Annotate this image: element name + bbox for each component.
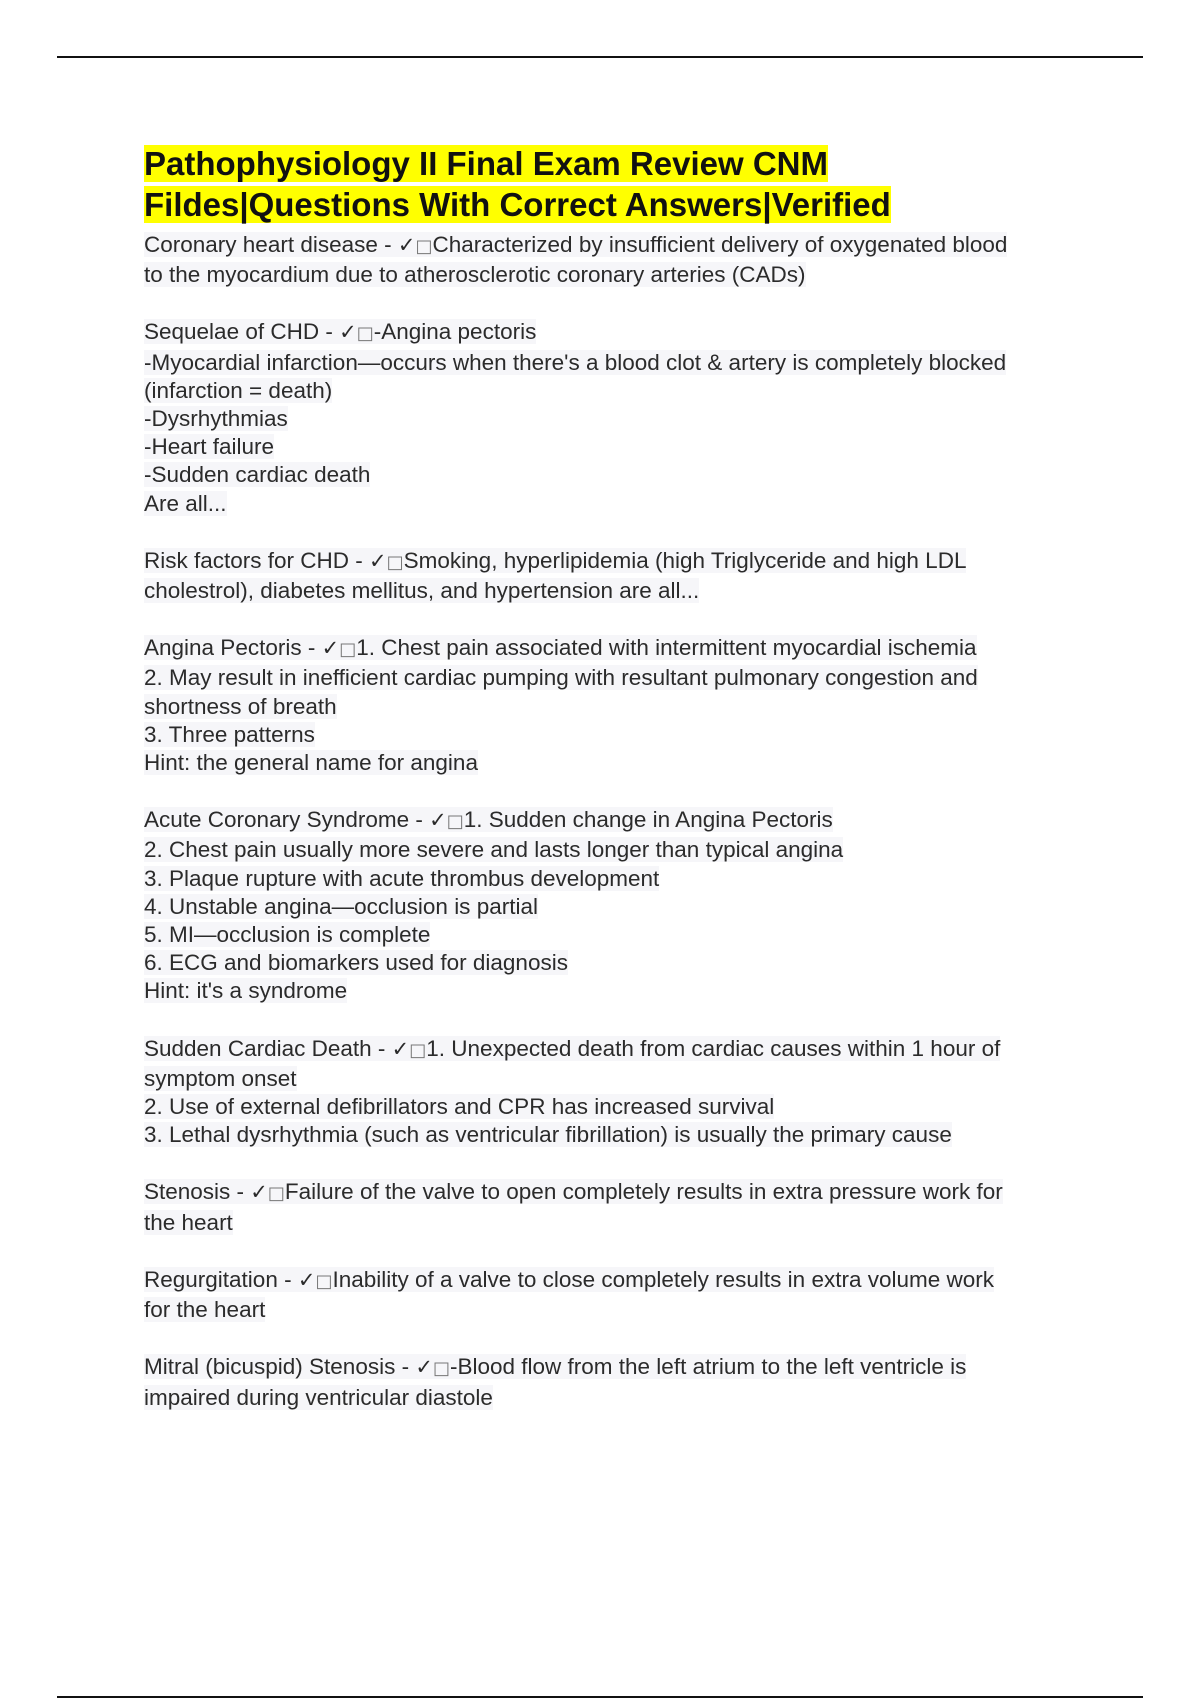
missing-glyph-box-icon: □ [409,1039,427,1061]
answer-text: Failure of the valve to open completely results in extra pressure work for [284,1179,1003,1205]
answer-continuation-line: 2. Use of external defibrillators and CPR has increased survival [144,1094,775,1120]
answer-continuation-line: to the myocardium due to atherosclerotic coronary arteries (CADs) [144,262,806,288]
answer-text: -Angina pectoris [373,319,537,345]
checkmark-icon: ✓ [339,320,357,345]
title-line-1: Pathophysiology II Final Exam Review CNM [144,145,828,182]
answer-continuation-line: impaired during ventricular diastole [144,1384,493,1410]
qa-entry-first-line [144,1353,1084,1383]
missing-glyph-box-icon: □ [339,639,357,661]
answer-continuation-line: shortness of breath [144,693,337,719]
qa-entry [144,806,1084,1005]
answer-continuation-line: cholestrol), diabetes mellitus, and hypertension are all... [144,578,700,604]
answer-continuation-line: 2. May result in inefficient cardiac pumping with resultant pulmonary congestion and [144,665,978,691]
answer-continuation-line: for the heart [144,1297,266,1323]
term-label: Mitral (bicuspid) Stenosis - [144,1354,416,1380]
missing-glyph-box-icon: □ [356,323,374,345]
qa-entry-first-line [144,1266,1084,1296]
qa-entry-first-line [144,231,1084,261]
answer-text: 1. Sudden change in Angina Pectoris [463,807,833,833]
answer-continuation-line: 3. Lethal dysrhythmia (such as ventricular fibrillation) is usually the primary cause [144,1122,952,1148]
missing-glyph-box-icon: □ [386,551,404,573]
qa-entry [144,547,1084,605]
answer-continuation-line: 3. Three patterns [144,721,315,747]
term-label: Coronary heart disease - [144,232,398,257]
qa-list [144,231,1084,1441]
qa-entry [144,1266,1084,1324]
answer-continuation-line: Hint: the general name for angina [144,750,478,776]
answer-text: Characterized by insufficient delivery of oxygenated blood [432,232,1008,257]
answer-text: -Blood flow from the left atrium to the left ventricle is [449,1354,967,1380]
checkmark-icon: ✓ [250,1180,268,1205]
qa-entry-first-line [144,806,1084,836]
term-label: Angina Pectoris - [144,635,322,661]
answer-text: Smoking, hyperlipidemia (high Triglyceride and high LDL [403,547,967,573]
answer-continuation-line: Hint: it's a syndrome [144,978,348,1004]
qa-entry [144,318,1084,517]
qa-entry-first-line [144,1035,1084,1065]
qa-entry-first-line [144,547,1084,577]
missing-glyph-box-icon: □ [446,811,464,833]
answer-text: Inability of a valve to close completely results in extra volume work [332,1266,994,1292]
bottom-rule [57,1696,1143,1698]
term-label: Risk factors for CHD - [144,547,370,573]
term-label: Sequelae of CHD - [144,319,340,345]
top-rule [57,56,1143,58]
answer-continuation-line: symptom onset [144,1065,297,1091]
answer-continuation-line: 2. Chest pain usually more severe and lasts longer than typical angina [144,837,844,863]
qa-entry-first-line [144,1178,1084,1208]
term-label: Regurgitation - [144,1266,298,1292]
qa-entry [144,1353,1084,1411]
answer-continuation-line: 5. MI—occlusion is complete [144,922,431,948]
term-label: Acute Coronary Syndrome - [144,807,430,833]
answer-continuation-line: Are all... [144,490,227,516]
checkmark-icon: ✓ [415,1355,433,1380]
term-label: Sudden Cardiac Death - [144,1035,392,1061]
qa-entry-first-line [144,634,1084,664]
answer-continuation-line: 4. Unstable angina—occlusion is partial [144,893,538,919]
answer-continuation-line: 6. ECG and biomarkers used for diagnosis [144,950,568,976]
document-title [144,143,1064,225]
answer-continuation-line: -Sudden cardiac death [144,462,371,488]
answer-continuation-line: (infarction = death) [144,377,333,403]
answer-continuation-line: the heart [144,1209,233,1235]
qa-entry [144,1178,1084,1236]
checkmark-icon: ✓ [297,1267,316,1292]
qa-entry [144,1035,1084,1150]
answer-text: 1. Unexpected death from cardiac causes within 1 hour of [426,1035,1001,1061]
term-label: Stenosis - [144,1179,251,1205]
checkmark-icon: ✓ [369,548,387,573]
checkmark-icon: ✓ [391,1036,410,1061]
checkmark-icon: ✓ [321,636,340,661]
answer-continuation-line: 3. Plaque rupture with acute thrombus development [144,865,660,891]
missing-glyph-box-icon: □ [432,1358,450,1380]
checkmark-icon: ✓ [397,233,416,257]
missing-glyph-box-icon: □ [415,236,433,257]
missing-glyph-box-icon: □ [267,1183,285,1205]
qa-entry-first-line [144,318,1084,348]
missing-glyph-box-icon: □ [315,1270,333,1292]
qa-entry [144,634,1084,777]
title-line-2: Fildes|Questions With Correct Answers|Verified [144,186,891,223]
answer-text: 1. Chest pain associated with intermittent myocardial ischemia [356,635,977,661]
answer-continuation-line: -Heart failure [144,434,275,460]
answer-continuation-line: -Myocardial infarction—occurs when there's a blood clot & artery is completely blocked [144,349,1007,375]
answer-continuation-line: -Dysrhythmias [144,406,288,432]
qa-entry [144,231,1084,289]
checkmark-icon: ✓ [429,808,447,833]
